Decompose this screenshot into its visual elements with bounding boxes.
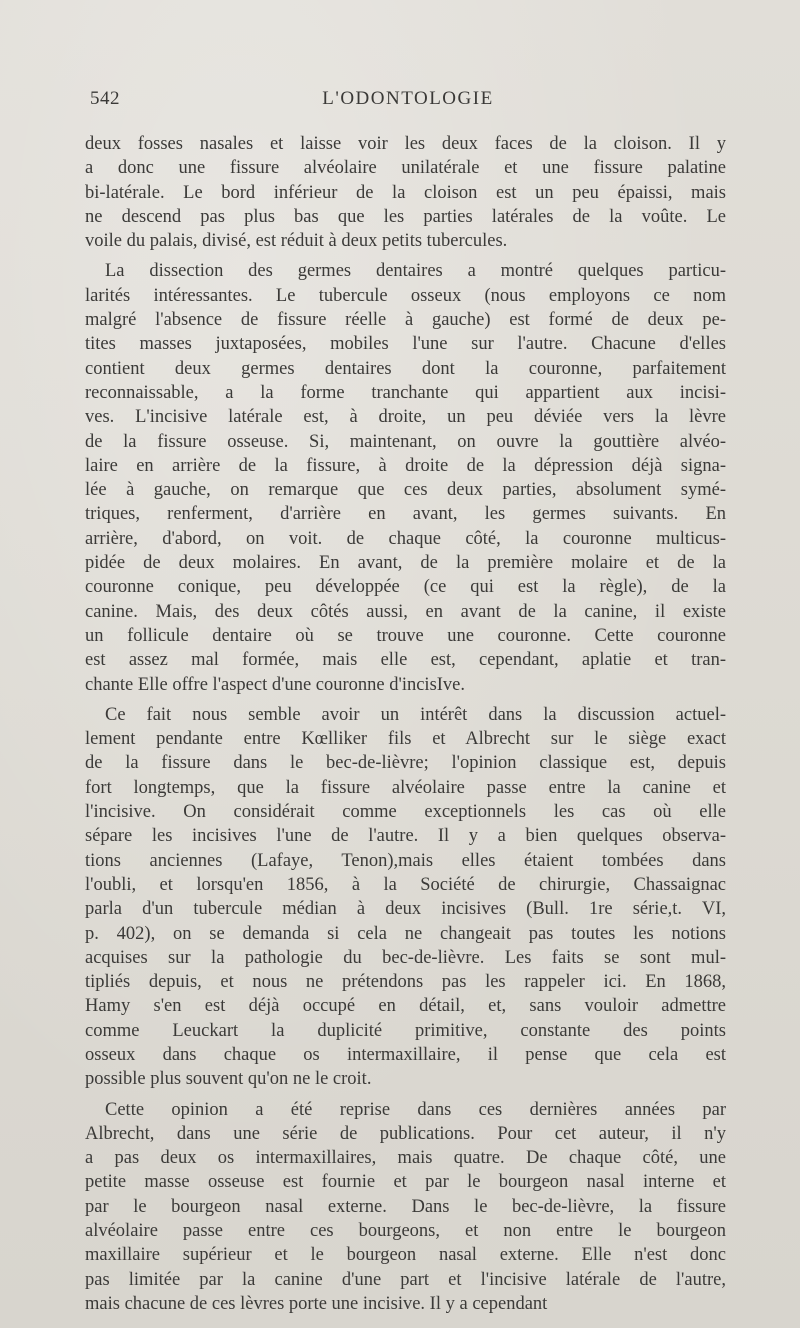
text-line: parla d'un tubercule médian à deux incisives (Bull. 1re série,t. VI, <box>85 899 726 920</box>
paragraph <box>85 132 726 253</box>
text-line: Cette opinion a été reprise dans ces dernières années par <box>105 1099 726 1120</box>
text-line: acquises sur la pathologie du bec-de-lièvre. Les faits se sont mul- <box>85 947 726 968</box>
text-line: possible plus souvent qu'on ne le croit. <box>85 1069 372 1090</box>
text-line: de la fissure osseuse. Si, maintenant, on ouvre la gouttière alvéo- <box>85 431 726 452</box>
text-line: tites masses juxtaposées, mobiles l'une sur l'autre. Chacune d'elles <box>85 334 726 355</box>
text-line: chante Elle offre l'aspect d'une couronne d'incisIve. <box>85 674 466 695</box>
text-line: ne descend pas plus bas que les parties latérales de la voûte. Le <box>85 206 726 227</box>
text-line: deux fosses nasales et laisse voir les deux faces de la cloison. Il y <box>85 134 726 154</box>
text-line: fort longtemps, que la fissure alvéolaire passe entre la canine et <box>85 777 726 798</box>
text-line: laire en arrière de la fissure, à droite de la dépression déjà signa- <box>85 455 726 476</box>
text-line: lement pendante entre Kœlliker fils et Albrecht sur le siège exact <box>85 729 726 750</box>
text-line: canine. Mais, des deux côtés aussi, en avant de la canine, il existe <box>85 601 726 622</box>
page-number: 542 <box>90 88 120 109</box>
text-line: sépare les incisives l'une de l'autre. Il y a bien quelques observa- <box>85 826 726 847</box>
text-line: ves. L'incisive latérale est, à droite, un peu déviée vers la lèvre <box>85 407 726 428</box>
text-line: Albrecht, dans une série de publications. Pour cet auteur, il n'y <box>85 1123 726 1144</box>
text-line: osseux dans chaque os intermaxillaire, il pense que cela est <box>85 1044 726 1065</box>
text-line: pas limitée par la canine d'une part et l'incisive latérale de l'autre, <box>85 1269 726 1290</box>
text-line: contient deux germes dentaires dont la couronne, parfaitement <box>85 358 726 379</box>
text-line: Ce fait nous semble avoir un intérêt dans la discussion actuel- <box>105 704 726 725</box>
text-line: alvéolaire passe entre ces bourgeons, et non entre le bourgeon <box>85 1221 726 1242</box>
text-line: lée à gauche, on remarque que ces deux parties, absolument symé- <box>85 480 726 501</box>
text-line: maxillaire supérieur et le bourgeon nasal externe. Elle n'est donc <box>85 1245 726 1266</box>
text-line: comme Leuckart la duplicité primitive, constante des points <box>85 1020 726 1041</box>
text-line: un follicule dentaire où se trouve une couronne. Cette couronne <box>85 625 726 646</box>
text-line: tions anciennes (Lafaye, Tenon),mais elles étaient tombées dans <box>85 850 726 871</box>
text-line: larités intéressantes. Le tubercule osseux (nous employons ce nom <box>85 285 726 306</box>
text-line: mais chacune de ces lèvres porte une incisive. Il y a cependant <box>85 1293 548 1314</box>
text-line: Hamy s'en est déjà occupé en détail, et, sans vouloir admettre <box>85 996 726 1017</box>
text-line: l'oubli, et lorsqu'en 1856, à la Société de chirurgie, Chassaignac <box>85 874 726 895</box>
text-line: par le bourgeon nasal externe. Dans le bec-de-lièvre, la fissure <box>85 1196 726 1217</box>
text-line: a pas deux os intermaxillaires, mais quatre. De chaque côté, une <box>85 1148 726 1169</box>
text-line: a donc une fissure alvéolaire unilatérale et une fissure palatine <box>85 158 726 179</box>
paragraph <box>85 1098 726 1317</box>
text-line: l'incisive. On considérait comme exceptionnels les cas où elle <box>85 802 726 823</box>
text-line: tipliés depuis, et nous ne prétendons pas les rappeler ici. En 1868, <box>85 972 726 993</box>
text-line: reconnaissable, a la forme tranchante qui appartient aux incisi- <box>85 382 726 403</box>
text-line: de la fissure dans le bec-de-lièvre; l'opinion classique est, depuis <box>85 753 726 774</box>
text-line: malgré l'absence de fissure réelle à gauche) est formé de deux pe- <box>85 310 726 331</box>
paragraph <box>85 703 726 1092</box>
text-line: arrière, d'abord, on voit. de chaque côté, la couronne multicus- <box>85 528 726 549</box>
text-line: pidée de deux molaires. En avant, de la première molaire et de la <box>85 553 726 574</box>
text-line: voile du palais, divisé, est réduit à deux petits tubercules. <box>85 231 508 252</box>
page-header <box>88 88 728 114</box>
text-line: est assez mal formée, mais elle est, cependant, aplatie et tran- <box>85 650 726 671</box>
body-text <box>85 132 726 1322</box>
text-line: La dissection des germes dentaires a montré quelques particu- <box>105 261 726 282</box>
paragraph <box>85 259 726 696</box>
running-title: L'ODONTOLOGIE <box>322 88 494 109</box>
text-line: triques, renferment, d'arrière en avant, les germes suivants. En <box>85 504 726 525</box>
text-line: bi-latérale. Le bord inférieur de la cloison est un peu épaissi, mais <box>85 182 726 203</box>
text-line: petite masse osseuse est fournie et par le bourgeon nasal interne et <box>85 1172 726 1193</box>
text-line: p. 402), on se demanda si cela ne changeait pas toutes les notions <box>85 923 726 944</box>
text-line: couronne conique, peu développée (ce qui est la règle), de la <box>85 577 726 598</box>
